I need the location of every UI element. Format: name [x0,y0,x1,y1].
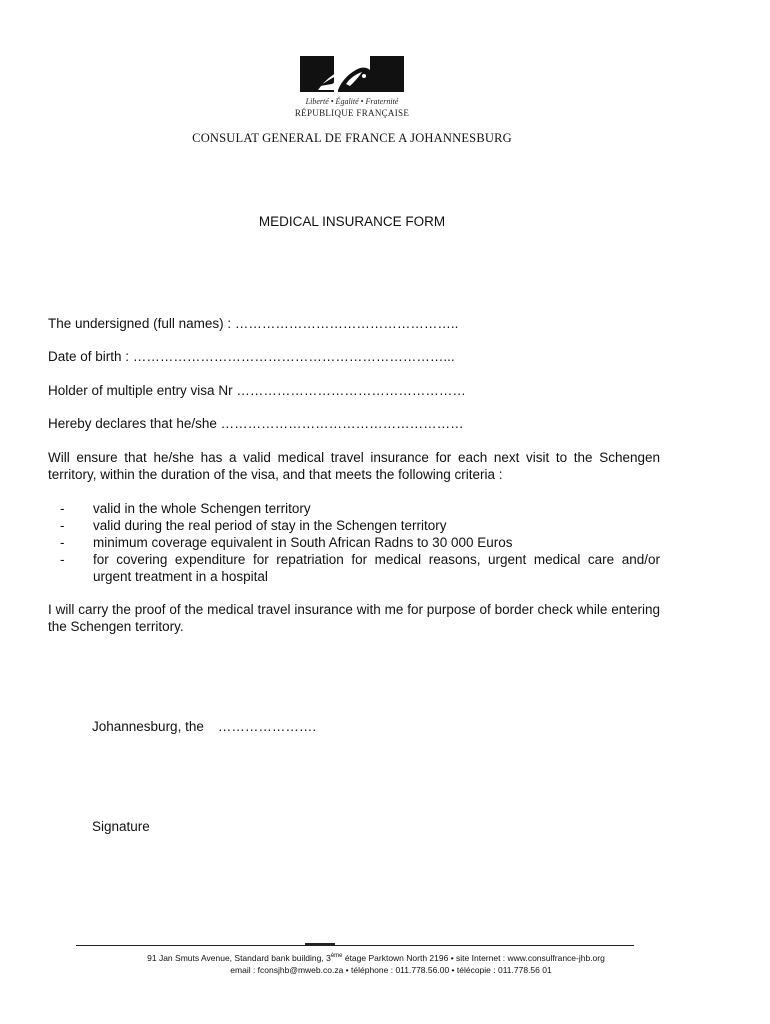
place-label: Johannesburg, the [92,719,204,734]
footer-address [76,953,676,963]
visa-number-dots[interactable]: …………………………………………… [236,383,466,398]
criteria-text: for covering expenditure for repatriation for medical reasons, urgent medical care and/or urgent treatment in a hospital [93,552,660,584]
declaration-dots[interactable]: ……………………………………………… [220,416,464,431]
marianne-logo [298,56,406,116]
visa-number-label: Holder of multiple entry visa Nr [48,383,233,398]
footer-floor-suffix: ème [330,953,343,960]
criteria-text: minimum coverage equivalent in South African Radns to 30 000 Euros [93,535,513,550]
criteria-text: valid during the real period of stay in the Schengen territory [93,518,447,533]
date-of-birth-field [48,349,455,364]
declaration-field [48,416,464,431]
list-item [60,517,660,534]
criteria-list [60,500,660,585]
list-item [60,551,660,585]
full-names-field [48,316,458,331]
list-item [60,534,660,551]
criteria-text: valid in the whole Schengen territory [93,501,311,516]
footer-contacts: email : fconsjhb@mweb.co.za • téléphone : 011.778.56.00 • télécopie : 011.778.56 01 [230,965,552,975]
full-names-label: The undersigned (full names) : [48,316,232,331]
date-dots[interactable]: …………………. [217,719,317,734]
signature-label: Signature [92,819,150,834]
footer-divider [76,945,634,946]
declaration-label: Hereby declares that he/she [48,416,217,431]
footer-address-website: étage Parktown North 2196 • site Internet : www.consulfrance-jhb.org [342,953,605,963]
form-title: MEDICAL INSURANCE FORM [258,214,446,229]
bullet-dash: - [60,552,65,567]
consulate-heading: CONSULAT GENERAL DE FRANCE A JOHANNESBURG [192,131,512,145]
footer-address-text: 91 Jan Smuts Avenue, Standard bank building, 3 [147,953,331,963]
insurance-statement: Will ensure that he/she has a valid medical travel insurance for each next visit to the Schengen territory, within the duration of the visa, and that meets the following criteria : [48,450,660,482]
list-item [60,500,660,517]
visa-number-field [48,383,466,398]
date-of-birth-label: Date of birth : [48,349,130,364]
republic-name: RÉPUBLIQUE FRANÇAISE [294,108,410,118]
bullet-dash: - [60,535,65,550]
republic-motto: Liberté • Égalité • Fraternité [305,97,399,106]
bullet-dash: - [60,518,65,533]
date-of-birth-dots[interactable]: ……………………………………………………………... [132,349,455,364]
bullet-dash: - [60,501,65,516]
proof-statement: I will carry the proof of the medical travel insurance with me for purpose of border check while entering the Schengen territory. [48,602,660,634]
place-date-line [92,719,316,734]
full-names-dots[interactable]: ………………………………………….. [234,316,459,331]
